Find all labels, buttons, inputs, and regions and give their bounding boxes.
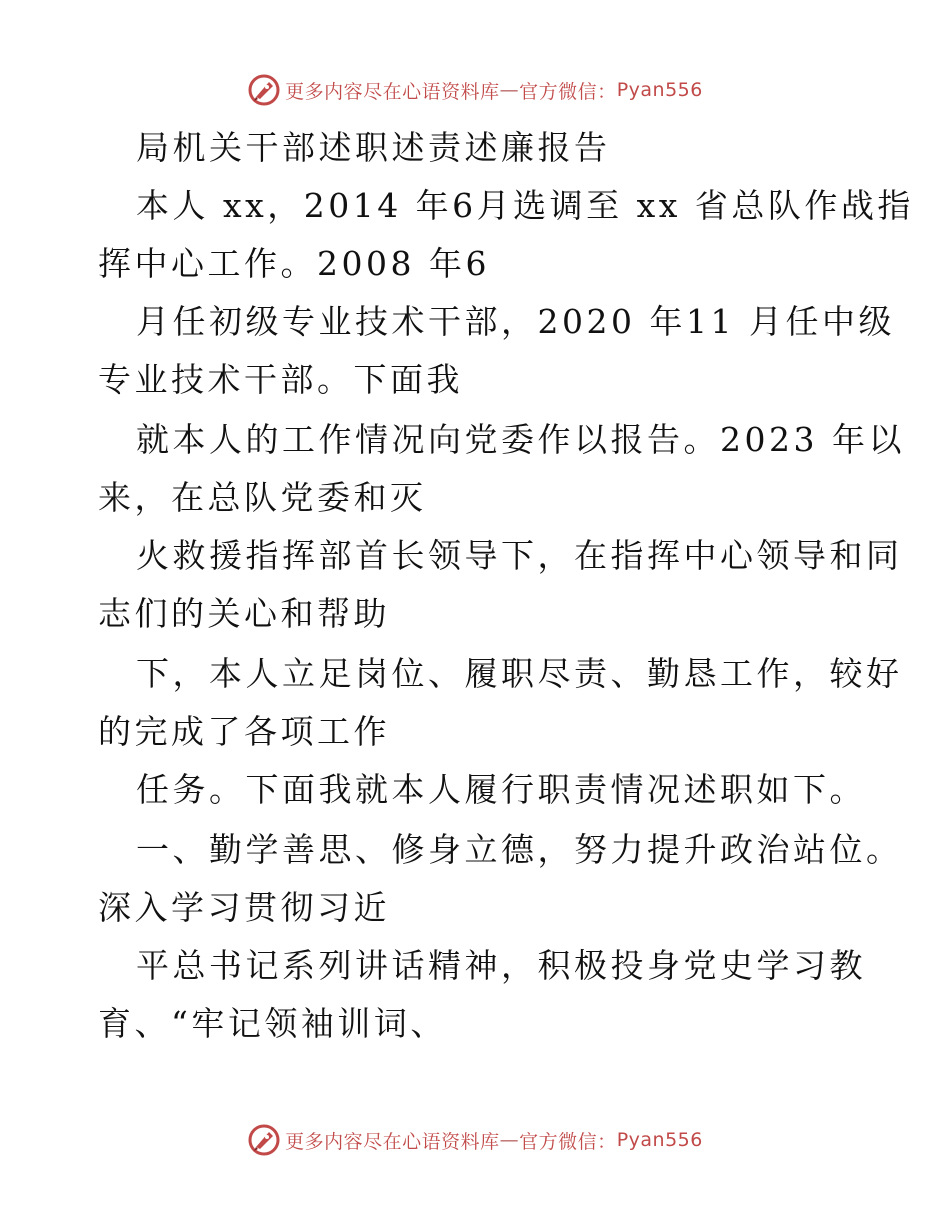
- paragraph-line: 就本人的工作情况向党委作以报告。2023 年以: [136, 420, 905, 459]
- paragraph-line: 火救援指挥部首长领导下，在指挥中心领导和同: [136, 536, 903, 575]
- paragraph-line: 平总书记系列讲话精神，积极投身党史学习教: [136, 946, 866, 985]
- paragraph-line: 来，在总队党委和灭: [98, 478, 427, 517]
- paragraph-line: 一、勤学善思、修身立德，努力提升政治站位。: [136, 830, 903, 869]
- paragraph-line: 本人 xx，2014 年6月选调至 xx 省总队作战指: [136, 186, 914, 225]
- paragraph-line: 深入学习贯彻习近: [98, 888, 390, 927]
- paragraph-line: 任务。下面我就本人履行职责情况述职如下。: [136, 770, 866, 809]
- watermark-wechat-label: 官方微信：: [519, 80, 617, 103]
- paragraph-line: 志们的关心和帮助: [98, 594, 390, 633]
- watermark-wechat-id: Pyan556: [616, 79, 703, 101]
- paragraph-line: 挥中心工作。2008 年6: [98, 244, 490, 283]
- paragraph-line: 的完成了各项工作: [98, 712, 390, 751]
- watermark-separator: —: [499, 1129, 520, 1151]
- watermark-main-text: 更多内容尽在心语资料库: [285, 80, 500, 103]
- paragraph-line: 下，本人立足岗位、履职尽责、勤恳工作，较好: [136, 654, 903, 693]
- watermark-main-text: 更多内容尽在心语资料库: [285, 1130, 500, 1153]
- document-title: 局机关干部述职述责述廉报告: [136, 128, 611, 167]
- watermark-wechat-id: Pyan556: [616, 1129, 703, 1151]
- header-watermark: [0, 70, 950, 110]
- footer-watermark: [0, 1120, 950, 1160]
- watermark-separator: —: [499, 79, 520, 101]
- paragraph-line: 育、“牢记领袖训词、: [98, 1004, 447, 1043]
- paragraph-line: 月任初级专业技术干部，2020 年11 月任中级: [136, 302, 895, 341]
- watermark-wechat-label: 官方微信：: [519, 1130, 617, 1153]
- pen-logo-icon: [247, 73, 281, 107]
- pen-logo-icon: [247, 1123, 281, 1157]
- paragraph-line: 专业技术干部。下面我: [98, 360, 463, 399]
